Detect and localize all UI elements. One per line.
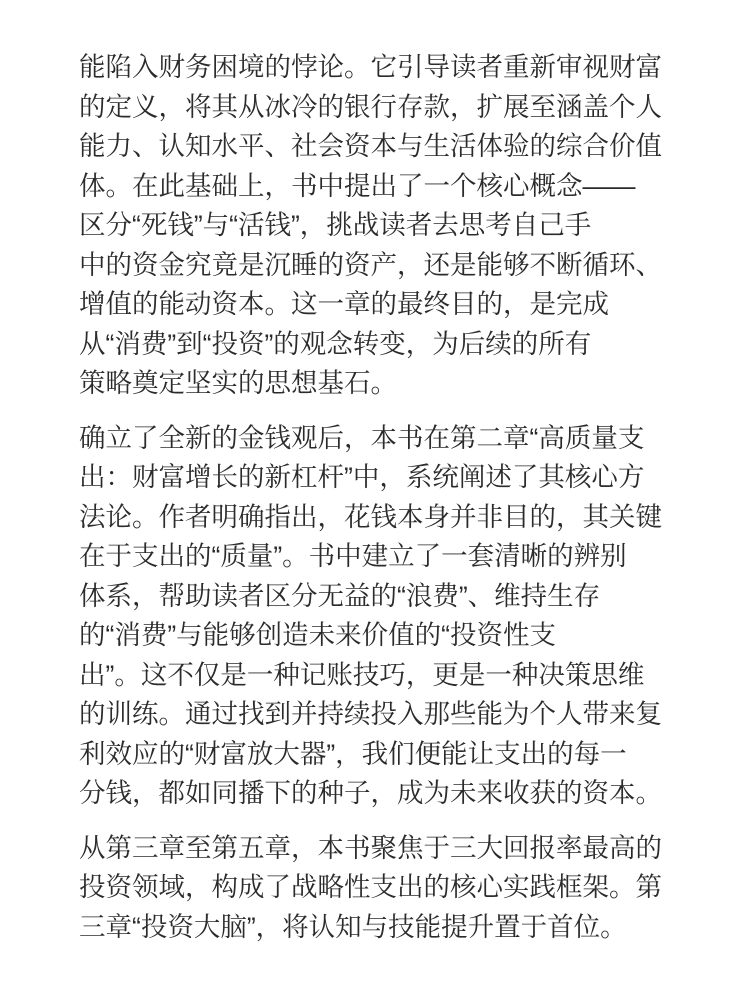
- text-line: 分钱，都如同播下的种子，成为未来收获的资本。: [79, 778, 662, 808]
- paragraph-3: [79, 829, 750, 948]
- text-line: 策略奠定坚实的思想基石。: [79, 368, 397, 398]
- text-line: 利效应的“财富放大器”，我们便能让支出的每一: [79, 738, 627, 769]
- text-line: 从“消费”到“投资”的观念转变，为后续的所有: [79, 328, 592, 359]
- text-line: 从第三章至第五章，本书聚焦于三大回报率最高的: [79, 832, 662, 863]
- text-line: 法论。作者明确指出，花钱本身并非目的，其关键: [79, 501, 662, 532]
- text-line: 增值的能动资本。这一章的最终目的，是完成: [79, 289, 609, 319]
- text-line: 投资领域，构成了战略性支出的核心实践框架。第: [79, 872, 662, 902]
- text-line: 确立了全新的金钱观后，本书在第二章“高质量支: [79, 422, 645, 453]
- text-line: 区分“死钱”与“活钱”，挑战读者去思考自己手: [79, 210, 592, 240]
- text-line: 能力、认知水平、社会资本与生活体验的综合价值: [79, 131, 662, 161]
- text-line: 的训练。通过找到并持续投入那些能为个人带来复: [79, 699, 662, 729]
- text-line: 体。在此基础上，书中提出了一个核心概念——: [79, 170, 636, 201]
- text-line: 中的资金究竟是沉睡的资产，还是能够不断循环、: [79, 249, 662, 280]
- paragraph-2: [79, 419, 750, 814]
- text-line: 出：财富增长的新杠杆”中，系统阐述了其核心方: [79, 462, 645, 492]
- text-line: 的“消费”与能够创造未来价值的“投资性支: [79, 620, 556, 650]
- text-line: 的定义，将其从冰冷的银行存款，扩展至涵盖个人: [79, 91, 662, 122]
- text-line: 在于支出的“质量”。书中建立了一套清晰的辨别: [79, 541, 627, 571]
- text-line: 出”。这不仅是一种记账技巧，更是一种决策思维: [79, 659, 645, 690]
- text-line: 三章“投资大脑”，将认知与技能提升置于首位。: [79, 911, 627, 942]
- paragraph-1: [79, 48, 750, 404]
- text-line: 能陷入财务困境的悖论。它引导读者重新审视财富: [79, 52, 662, 82]
- text-line: 体系，帮助读者区分无益的“浪费”、维持生存: [79, 580, 601, 611]
